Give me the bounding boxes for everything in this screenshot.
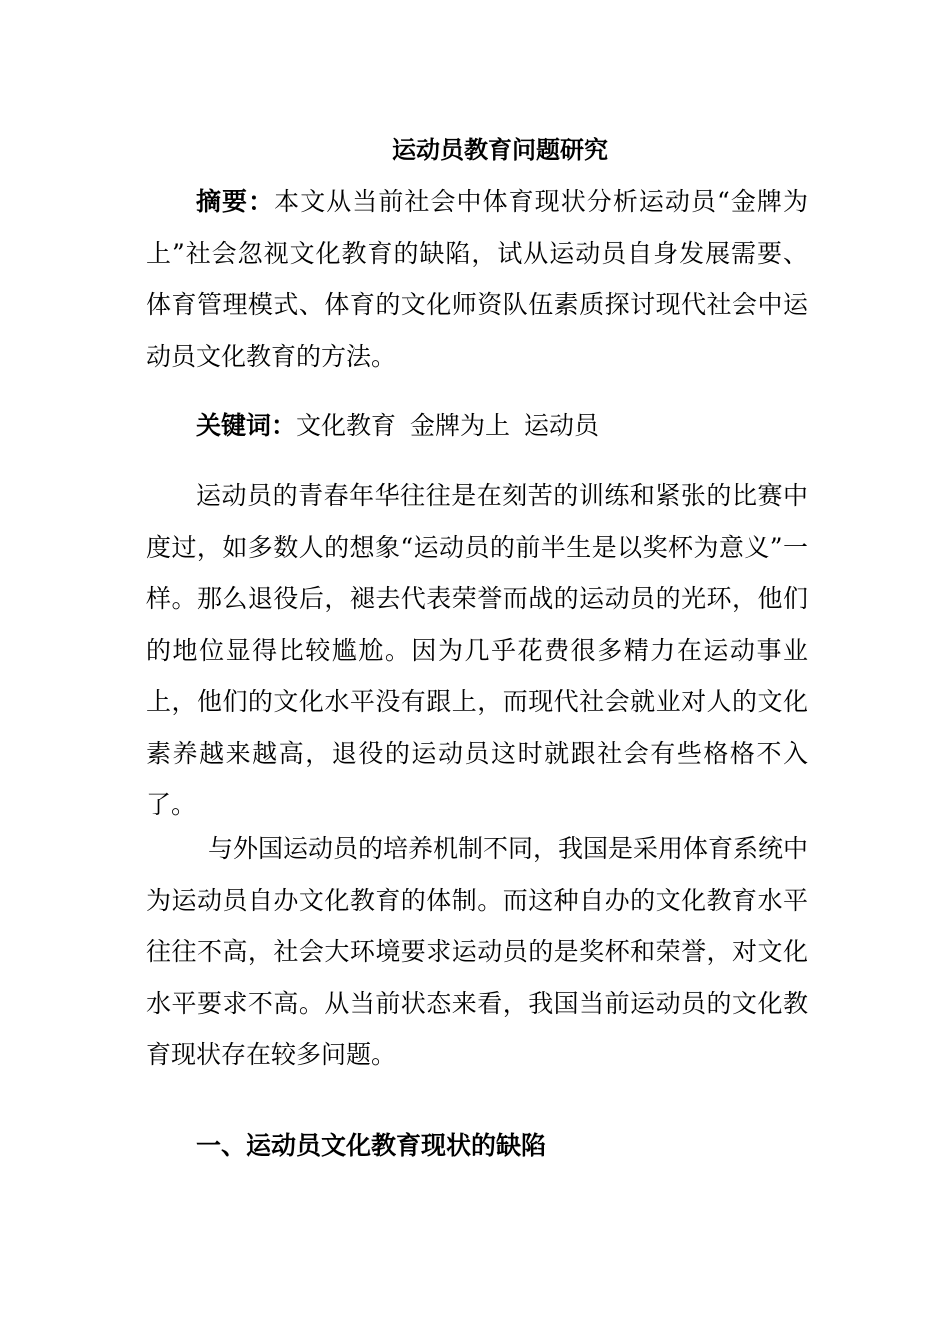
- abstract-label: 摘要：: [196, 187, 275, 216]
- body-paragraph: 运动员的青春年华往往是在刻苦的训练和紧张的比赛中度过，如多数人的想象“运动员的前半生是以奖杯为意义”一样。那么退役后，褪去代表荣誉而战的运动员的光环，他们的地位显得比较尴尬。因为几乎花费很多精力在运动事业上，他们的文化水平没有跟上，而现代社会就业对人的文化素养越来越高，退役的运动员这时就跟社会有些格格不入了。: [146, 481, 808, 819]
- body-paragraph: 与外国运动员的培养机制不同，我国是采用体育系统中为运动员自办文化教育的体制。而这种自办的文化教育水平往往不高，社会大环境要求运动员的是奖杯和荣誉，对文化水平要求不高。从当前状态来看，我国当前运动员的文化教育现状存在较多问题。: [146, 834, 809, 1069]
- keyword-item: 文化教育: [296, 411, 397, 440]
- section-heading: 一、运动员文化教育现状的缺陷: [196, 1131, 547, 1160]
- keyword-item: 运动员: [524, 411, 600, 440]
- abstract-paragraph: [146, 176, 808, 382]
- document-title: 运动员教育问题研究: [392, 135, 608, 164]
- keywords-line: [146, 400, 808, 452]
- keywords-label: 关键词：: [196, 411, 297, 440]
- abstract-text: 本文从当前社会中体育现状分析运动员“金牌为上”社会忽视文化教育的缺陷，试从运动员自身发展需要、体育管理模式、体育的文化师资队伍素质探讨现代社会中运动员文化教育的方法。: [146, 187, 808, 371]
- keyword-item: 金牌为上: [410, 411, 511, 440]
